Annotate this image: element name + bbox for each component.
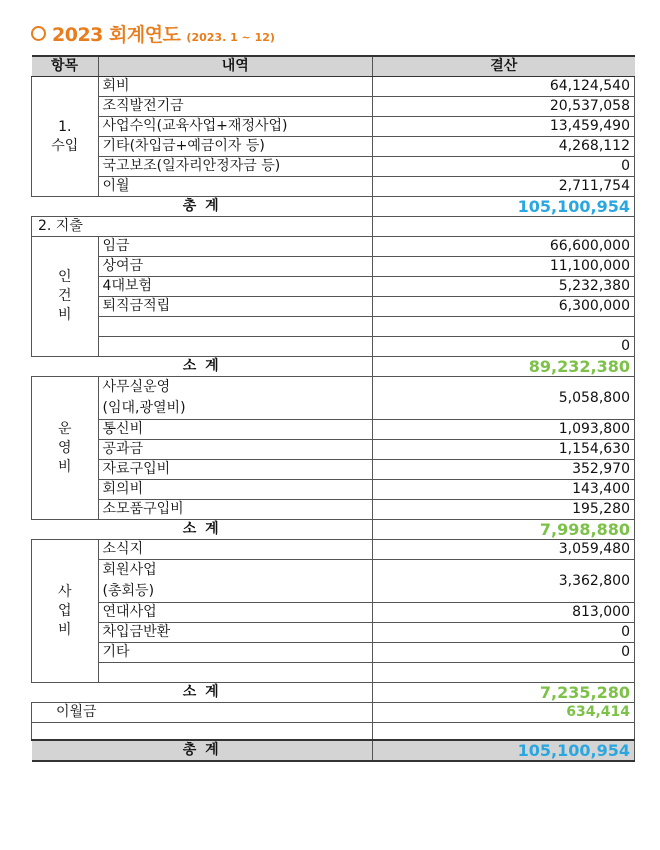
period-label: (2023. 1 ~ 12)	[186, 31, 275, 44]
expense-section-row	[32, 217, 635, 237]
group-label-line: 건	[58, 288, 72, 304]
row-amount: 64,124,540	[373, 77, 635, 97]
row-label-line: (임대,광열비)	[102, 400, 186, 416]
table-row	[32, 317, 635, 337]
grand-total-row	[32, 740, 635, 761]
table-row	[32, 643, 635, 663]
total-label: 총 계	[32, 197, 373, 217]
table-row	[32, 137, 635, 157]
row-amount: 6,300,000	[373, 297, 635, 317]
row-label: 연대사업	[98, 603, 372, 623]
row-label-line: (총회등)	[102, 583, 155, 599]
table-row	[32, 337, 635, 357]
row-label: 소모품구입비	[98, 500, 372, 520]
subtotal-amount: 89,232,380	[373, 357, 635, 377]
row-amount: 195,280	[373, 500, 635, 520]
row-amount: 0	[373, 157, 635, 177]
table-row	[32, 440, 635, 460]
row-label: 퇴직금적립	[98, 297, 372, 317]
header-settlement: 결산	[373, 56, 635, 77]
row-label-line: 회원사업	[102, 562, 157, 578]
projects-group-label	[32, 540, 99, 683]
table-row	[32, 117, 635, 137]
row-label: 회비	[98, 77, 372, 97]
row-label: 이월	[98, 177, 372, 197]
row-label: 차입금반환	[98, 623, 372, 643]
row-label: 조직발전기금	[98, 97, 372, 117]
row-amount: 3,059,480	[373, 540, 635, 560]
spacer-row	[32, 723, 635, 741]
circle-icon	[31, 26, 46, 41]
projects-subtotal-row	[32, 683, 635, 703]
subtotal-amount: 7,998,880	[373, 520, 635, 540]
table-row	[32, 237, 635, 257]
carryover-label: 이월금	[32, 703, 373, 723]
row-label: 자료구입비	[98, 460, 372, 480]
income-group-label	[32, 77, 99, 197]
header-category: 항목	[32, 56, 99, 77]
group-label-line: 인	[58, 269, 72, 285]
table-row	[32, 480, 635, 500]
row-label: 임금	[98, 237, 372, 257]
subtotal-label: 소 계	[32, 357, 373, 377]
row-label: 통신비	[98, 420, 372, 440]
income-total-row	[32, 197, 635, 217]
row-label: 상여금	[98, 257, 372, 277]
row-amount: 5,058,800	[373, 377, 635, 420]
row-label	[98, 377, 372, 420]
operations-subtotal-row	[32, 520, 635, 540]
row-amount: 0	[373, 643, 635, 663]
table-row	[32, 157, 635, 177]
group-label-line: 1.	[58, 118, 72, 135]
table-row	[32, 377, 635, 420]
personnel-group-label	[32, 237, 99, 357]
table-row	[32, 177, 635, 197]
subtotal-label: 소 계	[32, 683, 373, 703]
table-row	[32, 77, 635, 97]
expense-section-label: 2. 지출	[32, 217, 373, 237]
table-row	[32, 257, 635, 277]
row-amount: 3,362,800	[373, 560, 635, 603]
table-row	[32, 560, 635, 603]
group-label-line: 운	[58, 420, 72, 437]
personnel-subtotal-row	[32, 357, 635, 377]
table-row	[32, 97, 635, 117]
budget-table	[31, 55, 635, 762]
grand-total-amount: 105,100,954	[373, 740, 635, 761]
row-amount: 1,154,630	[373, 440, 635, 460]
row-amount: 0	[373, 337, 635, 357]
row-label: 4대보험	[98, 277, 372, 297]
row-label-line: 사무실운영	[102, 379, 171, 395]
group-label-line: 비	[58, 621, 72, 638]
page-heading	[31, 20, 275, 46]
table-row	[32, 277, 635, 297]
header-row	[32, 56, 635, 77]
row-label	[98, 663, 372, 683]
row-label: 회의비	[98, 480, 372, 500]
row-amount	[373, 317, 635, 337]
row-label: 소식지	[98, 540, 372, 560]
table-row	[32, 500, 635, 520]
table-row	[32, 623, 635, 643]
table-row	[32, 460, 635, 480]
row-amount: 0	[373, 623, 635, 643]
row-amount	[373, 663, 635, 683]
group-label-line: 사	[58, 583, 72, 600]
row-label	[98, 560, 372, 603]
row-amount: 4,268,112	[373, 137, 635, 157]
grand-total-label: 총 계	[32, 740, 373, 761]
row-label: 사업수익(교육사업+재정사업)	[98, 117, 372, 137]
row-amount: 66,600,000	[373, 237, 635, 257]
row-amount: 2,711,754	[373, 177, 635, 197]
table-row	[32, 603, 635, 623]
row-amount: 13,459,490	[373, 117, 635, 137]
row-label	[98, 317, 372, 337]
row-label: 기타	[98, 643, 372, 663]
carryover-row	[32, 703, 635, 723]
table-row	[32, 540, 635, 560]
row-amount: 352,970	[373, 460, 635, 480]
row-label	[98, 337, 372, 357]
table-row	[32, 663, 635, 683]
subtotal-label: 소 계	[32, 520, 373, 540]
group-label-line: 비	[58, 307, 72, 323]
subtotal-amount: 7,235,280	[373, 683, 635, 703]
row-amount: 11,100,000	[373, 257, 635, 277]
total-amount: 105,100,954	[373, 197, 635, 217]
row-amount: 5,232,380	[373, 277, 635, 297]
table-row	[32, 420, 635, 440]
row-amount: 143,400	[373, 480, 635, 500]
empty-cell	[373, 723, 635, 741]
group-label-line: 비	[58, 458, 72, 475]
row-label: 국고보조(일자리안정자금 등)	[98, 157, 372, 177]
empty-cell	[373, 217, 635, 237]
page-title: 2023 회계연도	[52, 24, 181, 46]
group-label-line: 영	[58, 439, 72, 456]
row-label: 공과금	[98, 440, 372, 460]
row-amount: 1,093,800	[373, 420, 635, 440]
group-label-line: 업	[58, 602, 72, 619]
row-label: 기타(차입금+예금이자 등)	[98, 137, 372, 157]
carryover-amount: 634,414	[373, 703, 635, 723]
group-label-line: 수입	[51, 137, 79, 154]
table-row	[32, 297, 635, 317]
operations-group-label	[32, 377, 99, 520]
row-amount: 813,000	[373, 603, 635, 623]
empty-cell	[32, 723, 373, 741]
header-detail: 내역	[98, 56, 372, 77]
row-amount: 20,537,058	[373, 97, 635, 117]
